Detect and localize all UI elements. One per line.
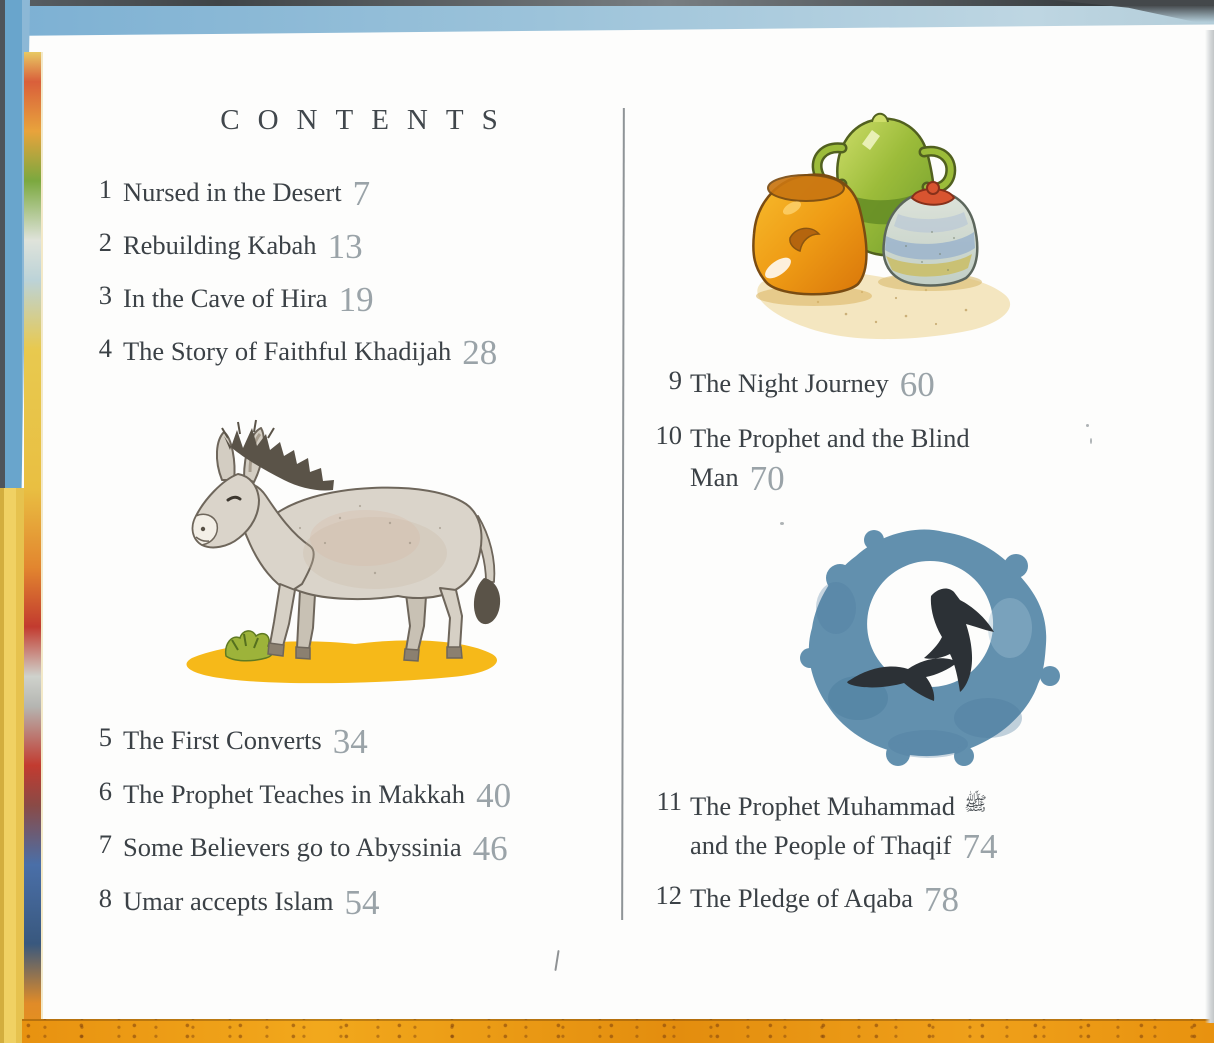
scan-speck xyxy=(1090,438,1092,444)
scan-top-shadow xyxy=(0,0,1214,6)
chapter-title: Some Believers go to Abyssinia 46 xyxy=(123,829,508,868)
page-number: 70 xyxy=(749,459,785,498)
scan-mark xyxy=(554,950,559,971)
page-right-shadow xyxy=(1205,30,1214,1023)
chapter-title: The Story of Faithful Khadijah 28 xyxy=(123,333,498,372)
chapter-number: 3 xyxy=(98,280,112,310)
page-number: 13 xyxy=(327,227,363,266)
chapter-number: 1 xyxy=(98,174,112,204)
chapter-number: 2 xyxy=(98,227,112,257)
toc-entry-3 xyxy=(86,279,374,319)
scan-speck xyxy=(1086,424,1089,427)
donkey-illustration xyxy=(140,388,540,698)
book-left-edge-yellow xyxy=(0,488,24,1043)
chapter-title: The Night Journey 60 xyxy=(690,365,935,404)
chapter-number: 8 xyxy=(98,883,112,913)
pottery-illustration xyxy=(726,86,1046,351)
chapter-title: Nursed in the Desert 7 xyxy=(123,174,371,213)
chapter-title: The Prophet Muhammad ﷺ and the People of Thaqif 74 xyxy=(690,791,998,866)
toc-entry-9 xyxy=(646,364,935,404)
page-number: 78 xyxy=(923,880,959,919)
toc-entry-6 xyxy=(86,775,512,815)
page-number: 34 xyxy=(332,722,368,761)
toc-entry-1 xyxy=(86,173,371,213)
chapter-number: 7 xyxy=(98,829,112,859)
page-number: 60 xyxy=(899,365,935,404)
chapter-number: 11 xyxy=(656,786,682,816)
chapter-title: The Pledge of Aqaba 78 xyxy=(690,880,959,919)
toc-entry-8 xyxy=(86,882,380,922)
toc-entry-5 xyxy=(86,721,368,761)
toc-entry-12 xyxy=(646,879,959,919)
honorific-sallallahu-alayhi-wa-sallam: ﷺ xyxy=(963,793,987,815)
chapter-number: 12 xyxy=(655,880,682,910)
chapter-title: In the Cave of Hira 19 xyxy=(123,280,374,319)
toc-entry-4 xyxy=(86,332,498,372)
column-divider-rule xyxy=(621,108,625,920)
page-number: 19 xyxy=(338,280,374,319)
chapter-number: 10 xyxy=(655,420,682,450)
page-title: CONTENTS xyxy=(220,104,516,136)
toc-entry-10 xyxy=(646,419,970,497)
ring-birds-illustration xyxy=(778,508,1078,778)
chapter-number: 6 xyxy=(98,776,112,806)
page-number: 40 xyxy=(476,776,512,815)
toc-entry-2 xyxy=(86,226,363,266)
chapter-number: 9 xyxy=(668,365,682,395)
chapter-title: Rebuilding Kabah 13 xyxy=(123,227,363,266)
page-number: 54 xyxy=(344,883,380,922)
chapter-title: The First Converts 34 xyxy=(123,722,368,761)
chapter-title: The Prophet and the Blind Man 70 xyxy=(690,423,970,498)
chapter-number: 4 xyxy=(98,333,112,363)
toc-entry-7 xyxy=(86,828,508,868)
page-number: 28 xyxy=(462,333,498,372)
toc-entry-11 xyxy=(646,785,998,865)
page-number: 46 xyxy=(472,829,508,868)
page-number: 74 xyxy=(962,827,998,866)
chapter-number: 5 xyxy=(98,722,112,752)
book-bottom-edge xyxy=(22,1019,1214,1043)
chapter-title: Umar accepts Islam 54 xyxy=(123,883,380,922)
chapter-title: The Prophet Teaches in Makkah 40 xyxy=(123,776,512,815)
cover-art-fore-edge xyxy=(24,52,43,1043)
page-number: 7 xyxy=(352,174,371,213)
